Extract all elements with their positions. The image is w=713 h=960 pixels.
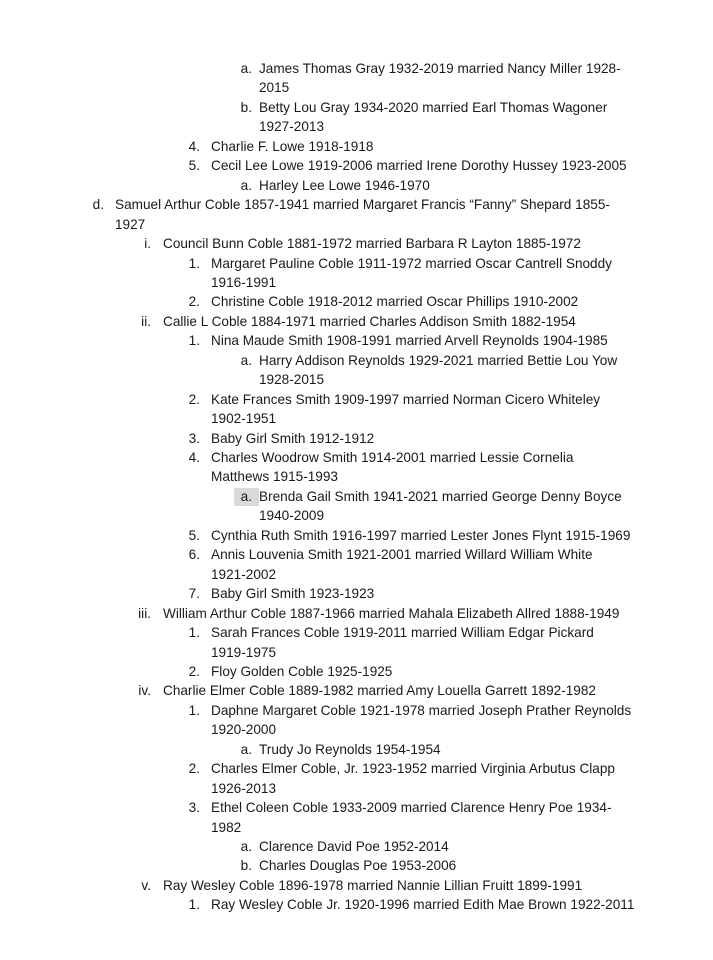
list-item-text: Council Bunn Coble 1881-1972 married Barbara R Layton 1885-1972 <box>163 236 581 252</box>
list-item-text: Ray Wesley Coble 1896-1978 married Nannie Lillian Fruitt 1899-1991 <box>163 877 583 893</box>
list-marker: 2. <box>188 761 200 777</box>
list-item-text: Ethel Coleen Coble 1933-2009 married Clarence Henry Poe 1934- <box>211 800 612 816</box>
list-item <box>0 584 713 604</box>
list-item <box>0 331 713 351</box>
list-item-continuation <box>0 565 713 585</box>
list-item-text: Charles Douglas Poe 1953-2006 <box>259 858 457 874</box>
list-item-text: William Arthur Coble 1887-1966 married Mahala Elizabeth Allred 1888-1949 <box>163 605 620 621</box>
list-marker: a. <box>240 177 252 193</box>
list-item-continuation <box>0 467 713 487</box>
list-marker: 1. <box>188 333 200 349</box>
list-item-continuation <box>0 779 713 799</box>
list-item <box>0 292 713 312</box>
list-marker: ii. <box>141 313 151 329</box>
list-marker: 1. <box>188 702 200 718</box>
list-marker: a. <box>240 741 252 757</box>
list-item-continuation <box>0 117 713 137</box>
list-item-text: 1921-2002 <box>211 566 277 582</box>
list-item-text: Daphne Margaret Coble 1921-1978 married Joseph Prather Reynolds <box>211 702 632 718</box>
list-marker: 1. <box>188 625 200 641</box>
list-item-text: Charles Elmer Coble, Jr. 1923-1952 married Virginia Arbutus Clapp <box>211 761 615 777</box>
list-marker: 5. <box>188 158 200 174</box>
list-marker: a. <box>240 352 252 368</box>
list-marker: v. <box>141 877 151 893</box>
list-item <box>0 837 713 857</box>
list-item-text: Ray Wesley Coble Jr. 1920-1996 married Edith Mae Brown 1922-2011 <box>211 897 635 913</box>
list-item-text: 1940-2009 <box>259 508 325 524</box>
list-item <box>0 98 713 118</box>
list-item-text: Matthews 1915-1993 <box>211 469 338 485</box>
list-item <box>0 429 713 449</box>
list-item <box>0 195 713 215</box>
list-marker: 3. <box>188 800 200 816</box>
list-item-text: 2015 <box>259 80 290 96</box>
list-item <box>0 312 713 332</box>
list-item <box>0 448 713 468</box>
list-item-text: 1920-2000 <box>211 722 277 738</box>
list-marker: a. <box>240 61 252 76</box>
list-marker: b. <box>240 858 252 874</box>
list-marker: 6. <box>188 547 200 563</box>
list-item <box>0 662 713 682</box>
list-item-text: Sarah Frances Coble 1919-2011 married William Edgar Pickard <box>211 625 594 641</box>
list-item-text: Kate Frances Smith 1909-1997 married Norman Cicero Whiteley <box>211 391 601 407</box>
list-item <box>0 545 713 565</box>
list-item-continuation <box>0 818 713 838</box>
list-item-text: Floy Golden Coble 1925-1925 <box>211 663 393 679</box>
list-item-text: Cecil Lee Lowe 1919-2006 married Irene Dorothy Hussey 1923-2005 <box>211 158 627 174</box>
list-item-text: Brenda Gail Smith 1941-2021 married George Denny Boyce <box>259 488 622 504</box>
list-item-text: Charles Woodrow Smith 1914-2001 married Lessie Cornelia <box>211 450 574 465</box>
list-item-continuation <box>0 643 713 663</box>
list-item-text: Baby Girl Smith 1912-1912 <box>211 430 375 446</box>
list-marker: b. <box>240 99 252 115</box>
list-item <box>0 487 713 507</box>
list-marker: 3. <box>188 430 200 446</box>
list-item <box>0 856 713 876</box>
list-item-text: 1927 <box>115 216 146 232</box>
list-item <box>0 701 713 721</box>
list-item <box>0 740 713 760</box>
list-item-text: Samuel Arthur Coble 1857-1941 married Margaret Francis “Fanny” Shepard 1855- <box>115 197 610 213</box>
list-marker: iv. <box>138 683 151 699</box>
list-item-text: 1919-1975 <box>211 644 277 660</box>
list-marker: d. <box>92 197 104 213</box>
list-marker: iii. <box>138 605 151 621</box>
list-item <box>0 623 713 643</box>
list-item <box>0 137 713 157</box>
list-item <box>0 59 713 79</box>
list-item-text: Baby Girl Smith 1923-1923 <box>211 586 375 602</box>
list-item <box>0 895 713 915</box>
list-marker: 2. <box>188 391 200 407</box>
list-item <box>0 759 713 779</box>
list-item-text: Christine Coble 1918-2012 married Oscar Phillips 1910-2002 <box>211 294 579 310</box>
list-item <box>0 176 713 196</box>
list-item <box>0 156 713 176</box>
list-item <box>0 604 713 624</box>
list-item-continuation <box>0 370 713 390</box>
list-item-text: 1916-1991 <box>211 274 277 290</box>
list-marker: i. <box>144 236 151 252</box>
list-item <box>0 681 713 701</box>
list-item-text: 1927-2013 <box>259 119 325 135</box>
list-item-text: Betty Lou Gray 1934-2020 married Earl Thomas Wagoner <box>259 99 608 115</box>
list-item <box>0 351 713 371</box>
list-marker: 1. <box>188 897 200 913</box>
list-item-text: Charlie Elmer Coble 1889-1982 married Amy Louella Garrett 1892-1982 <box>163 683 596 699</box>
list-item-text: Margaret Pauline Coble 1911-1972 married Oscar Cantrell Snoddy <box>211 255 612 271</box>
list-item-text: Trudy Jo Reynolds 1954-1954 <box>259 741 441 757</box>
list-marker: 4. <box>188 138 200 154</box>
list-marker: 5. <box>188 527 200 543</box>
list-item-continuation <box>0 720 713 740</box>
list-item-text: Nina Maude Smith 1908-1991 married Arvell Reynolds 1904-1985 <box>211 333 608 349</box>
list-item-text: Harry Addison Reynolds 1929-2021 married Bettie Lou Yow <box>259 352 618 368</box>
list-marker: 7. <box>188 586 200 602</box>
list-item-continuation <box>0 215 713 235</box>
list-item-text: Callie L Coble 1884-1971 married Charles Addison Smith 1882-1954 <box>163 313 576 329</box>
list-item <box>0 390 713 410</box>
list-item-continuation <box>0 273 713 293</box>
list-marker: a. <box>240 839 252 854</box>
list-item <box>0 254 713 274</box>
list-item-text: 1926-2013 <box>211 780 277 796</box>
list-marker: 2. <box>188 663 200 679</box>
list-item-text: 1928-2015 <box>259 372 325 388</box>
list-item-text: Charlie F. Lowe 1918-1918 <box>211 138 374 154</box>
list-item <box>0 526 713 546</box>
list-marker: 4. <box>188 450 200 465</box>
list-item <box>0 798 713 818</box>
list-marker: 2. <box>188 294 200 310</box>
list-item <box>0 876 713 896</box>
list-item-continuation <box>0 506 713 526</box>
list-item-text: Harley Lee Lowe 1946-1970 <box>259 177 430 193</box>
list-item-text: Clarence David Poe 1952-2014 <box>259 839 449 854</box>
list-marker: a. <box>240 488 252 504</box>
list-item-text: Annis Louvenia Smith 1921-2001 married Willard William White <box>211 547 593 563</box>
list-item-text: James Thomas Gray 1932-2019 married Nancy Miller 1928- <box>259 61 621 76</box>
list-item-continuation <box>0 78 713 98</box>
list-item <box>0 234 713 254</box>
list-item-text: 1982 <box>211 819 242 835</box>
list-marker: 1. <box>188 255 200 271</box>
list-item-text: Cynthia Ruth Smith 1916-1997 married Lester Jones Flynt 1915-1969 <box>211 527 631 543</box>
list-item-text: 1902-1951 <box>211 411 277 427</box>
list-item-continuation <box>0 409 713 429</box>
